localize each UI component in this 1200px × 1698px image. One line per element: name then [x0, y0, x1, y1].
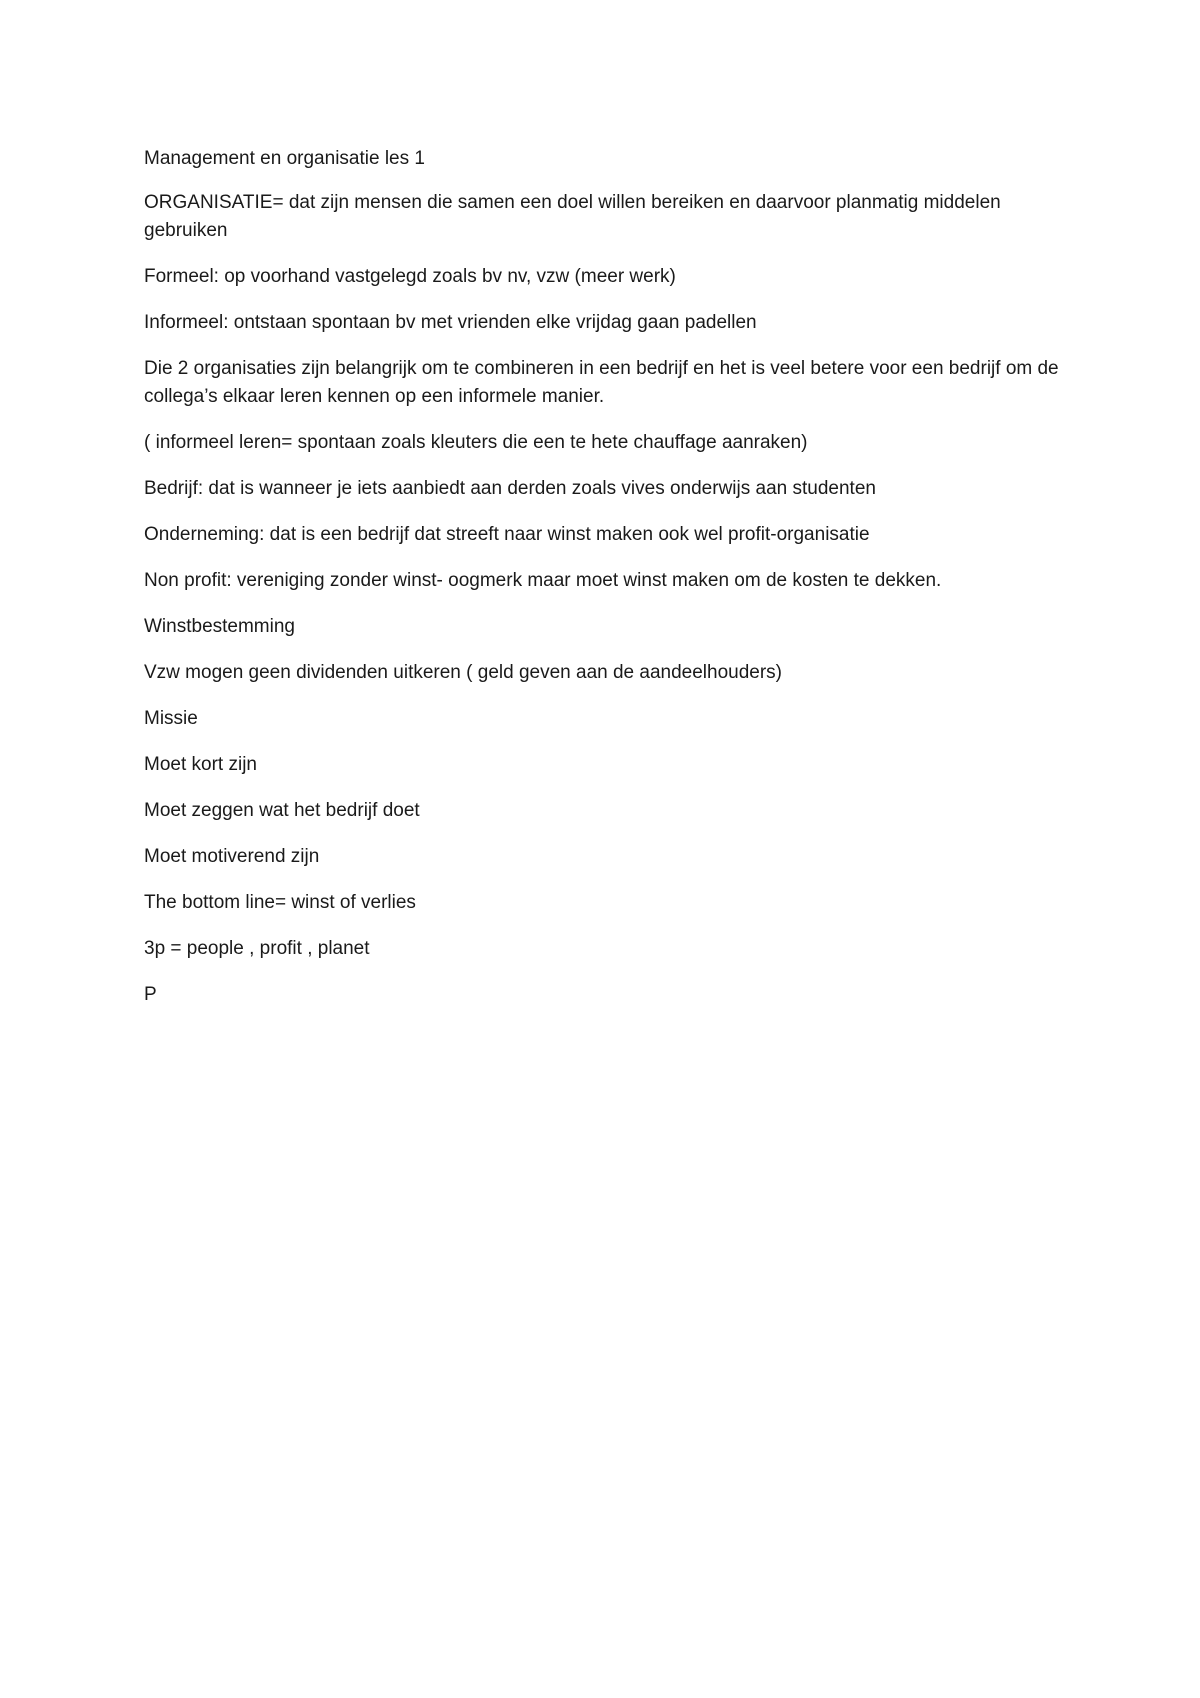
paragraph-bedrijf: Bedrijf: dat is wanneer je iets aanbiedt aan derden zoals vives onderwijs aan studenten — [144, 478, 876, 499]
paragraph-onderneming: Onderneming: dat is een bedrijf dat streeft naar winst maken ook wel profit-organisatie — [144, 524, 870, 545]
paragraph-kort: Moet kort zijn — [144, 754, 257, 775]
paragraph-winstbestemming: Winstbestemming — [144, 616, 295, 637]
document-body — [144, 145, 1064, 1027]
paragraph-missie: Missie — [144, 708, 198, 729]
paragraph-bottom-line: The bottom line= winst of verlies — [144, 892, 416, 913]
paragraph-combination: Die 2 organisaties zijn belangrijk om te combineren in een bedrijf en het is veel betere voor een bedrijf om de collega’s elkaar leren kennen op een informele manier. — [144, 358, 1059, 407]
paragraph-vzw-dividenden: Vzw mogen geen dividenden uitkeren ( geld geven aan de aandeelhouders) — [144, 662, 783, 683]
paragraph-motiverend: Moet motiverend zijn — [144, 846, 320, 867]
paragraph-non-profit: Non profit: vereniging zonder winst- oogmerk maar moet winst maken om de kosten te dekken. — [144, 570, 942, 591]
paragraph-informeel-leren: ( informeel leren= spontaan zoals kleuters die een te hete chauffage aanraken) — [144, 432, 808, 453]
paragraph-wat-bedrijf-doet: Moet zeggen wat het bedrijf doet — [144, 800, 420, 821]
paragraph-3p: 3p = people , profit , planet — [144, 938, 370, 959]
paragraph-informeel: Informeel: ontstaan spontaan bv met vrienden elke vrijdag gaan padellen — [144, 312, 757, 333]
paragraph-p: P — [144, 984, 157, 1005]
paragraph-organisatie-definition: ORGANISATIE= dat zijn mensen die samen een doel willen bereiken en daarvoor planmatig middelen gebruiken — [144, 192, 1001, 241]
paragraph-formeel: Formeel: op voorhand vastgelegd zoals bv nv, vzw (meer werk) — [144, 266, 676, 287]
document-title: Management en organisatie les 1 — [144, 148, 425, 169]
